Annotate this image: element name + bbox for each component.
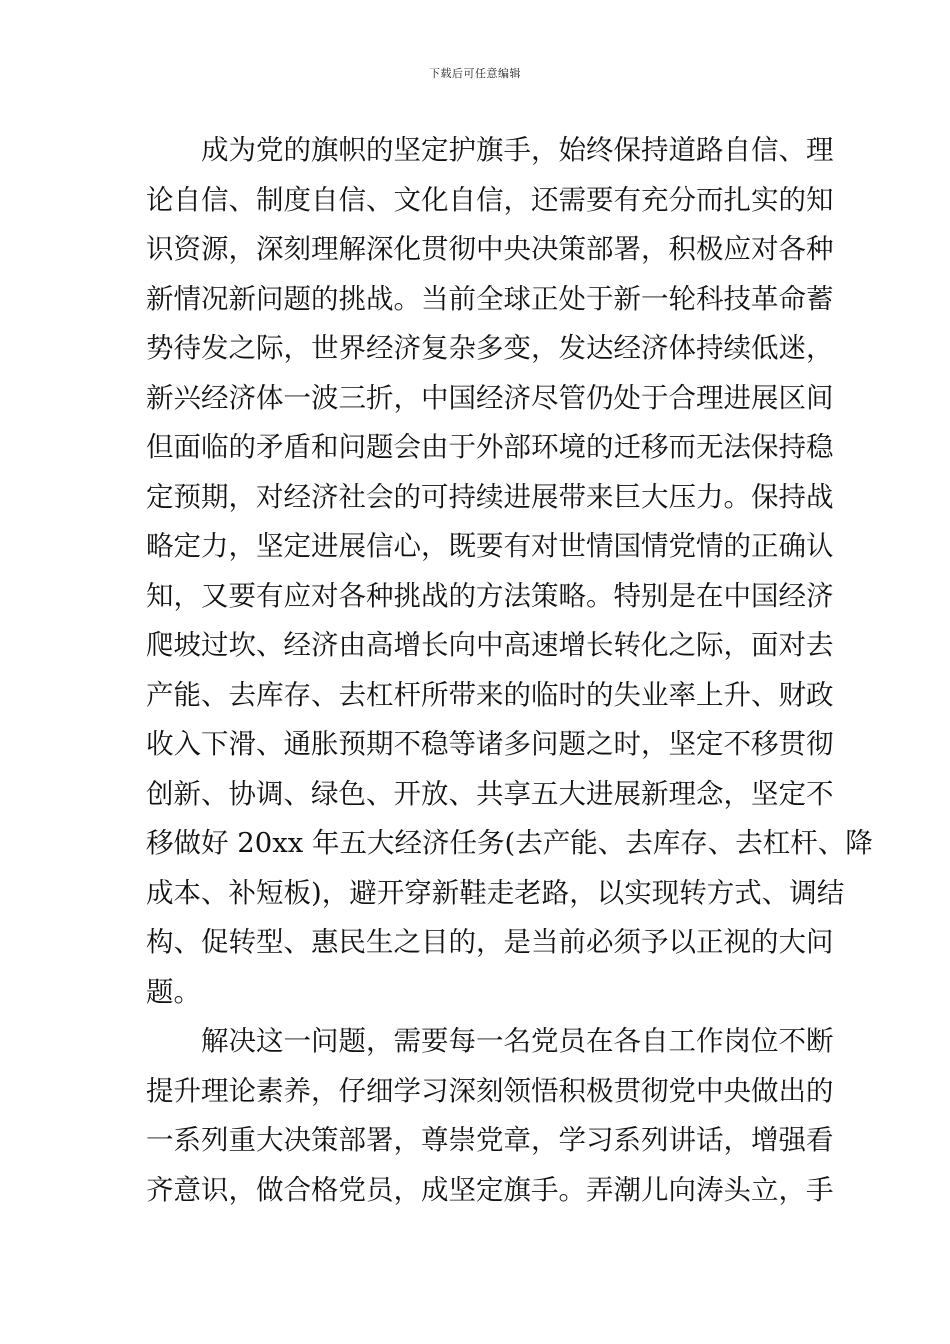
text-line: 移做好 20xx 年五大经济任务(去产能、去库存、去杠杆、降: [146, 827, 873, 859]
text-line: 识资源，深刻理解深化贯彻中央决策部署，积极应对各种: [146, 233, 834, 265]
text-line: 收入下滑、通胀预期不稳等诸多问题之时，坚定不移贯彻: [146, 728, 834, 760]
text-line: 齐意识，做合格党员，成坚定旗手。弄潮儿向涛头立，手: [146, 1173, 834, 1206]
paragraph-2: [146, 1017, 834, 1215]
text-line: 提升理论素养，仔细学习深刻领悟积极贯彻党中央做出的: [146, 1074, 834, 1107]
header-note: 下载后可任意编辑: [429, 67, 521, 80]
text-line: 定预期，对经济社会的可持续进展带来巨大压力。保持战: [146, 480, 834, 513]
text-line: 但面临的矛盾和问题会由于外部环境的迁移而无法保持稳: [146, 431, 834, 463]
text-line: 解决这一问题，需要每一名党员在各自工作岗位不断: [146, 1025, 834, 1057]
text-line: 知，又要有应对各种挑战的方法策略。特别是在中国经济: [146, 579, 834, 612]
text-line: 略定力，坚定进展信心，既要有对世情国情党情的正确认: [146, 530, 834, 562]
text-line: 一系列重大决策部署，尊崇党章，学习系列讲话，增强看: [146, 1124, 834, 1156]
document-body: [146, 126, 873, 1215]
text-line: 新兴经济体一波三折，中国经济尽管仍处于合理进展区间: [146, 381, 834, 414]
text-line: 题。: [146, 975, 201, 1008]
text-line: 新情况新问题的挑战。当前全球正处于新一轮科技革命蓄: [146, 282, 834, 315]
text-line: 构、促转型、惠民生之目的，是当前必须予以正视的大问: [146, 926, 834, 958]
paragraph-1: [146, 126, 873, 1017]
text-line: 成为党的旗帜的坚定护旗手，始终保持道路自信、理: [146, 134, 834, 166]
text-line: 势待发之际，世界经济复杂多变，发达经济体持续低迷，: [146, 332, 834, 364]
text-line: 论自信、制度自信、文化自信，还需要有充分而扎实的知: [146, 183, 834, 216]
text-line: 成本、补短板)，避开穿新鞋走老路，以实现转方式、调结: [146, 876, 845, 909]
text-line: 创新、协调、绿色、开放、共享五大进展新理念，坚定不: [146, 777, 834, 810]
text-line: 爬坡过坎、经济由高增长向中高速增长转化之际，面对去: [146, 629, 834, 661]
text-line: 产能、去库存、去杠杆所带来的临时的失业率上升、财政: [146, 678, 834, 711]
